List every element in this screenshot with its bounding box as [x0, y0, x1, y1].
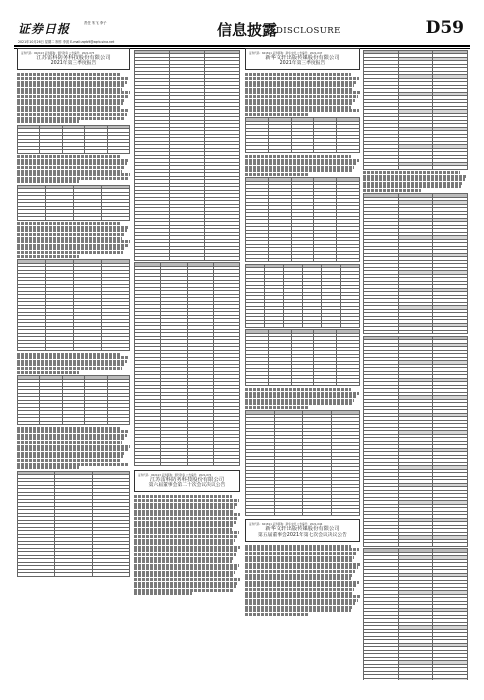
data-table: [17, 185, 130, 221]
announcement-header: [245, 48, 360, 70]
table-cell: [291, 149, 314, 153]
stock-code-line: 证券代码：601811 证券简称：新华文轩 公告编号：2021-046: [249, 523, 323, 527]
text-line-placeholder: [17, 159, 129, 162]
table-row: [246, 382, 360, 386]
text-line-placeholder: [17, 356, 129, 359]
announcement-header: [134, 470, 240, 492]
text-line-placeholder: [134, 560, 232, 563]
table-cell: [246, 324, 265, 328]
text-line-placeholder: [245, 84, 354, 87]
text-line-placeholder: [17, 88, 122, 91]
table-row: [246, 512, 360, 516]
table-row: [364, 543, 468, 547]
table-cell: [265, 324, 284, 328]
body-text-block: [245, 545, 360, 616]
data-table: [17, 259, 130, 351]
table-row: [18, 347, 130, 351]
table-cell: [246, 149, 269, 153]
table-cell: [18, 150, 40, 154]
table-cell: [284, 324, 303, 328]
table-row: [364, 166, 468, 170]
body-text-block: [17, 155, 130, 183]
stock-code-line: 证券代码：601811 证券简称：新华文轩 公告编号：2021-047: [249, 52, 323, 55]
table-row: [364, 330, 468, 334]
text-line-placeholder: [17, 427, 121, 430]
text-line-placeholder: [245, 399, 354, 402]
text-line-placeholder: [245, 599, 358, 602]
announcement-subtitle: 第五届董事会2021年第七次会议决议公告: [258, 532, 347, 538]
announcement-header: [245, 519, 360, 541]
text-line-placeholder: [245, 406, 308, 409]
text-line-placeholder: [134, 542, 233, 545]
text-line-placeholder: [134, 510, 233, 513]
table-cell: [74, 347, 102, 351]
text-line-placeholder: [245, 88, 352, 91]
text-line-placeholder: [245, 563, 360, 566]
text-line-placeholder: [245, 155, 351, 158]
text-line-placeholder: [17, 459, 121, 462]
text-line-placeholder: [245, 545, 351, 548]
table-cell: [291, 258, 314, 262]
table-cell: [433, 166, 468, 170]
text-line-placeholder: [17, 177, 128, 180]
text-line-placeholder: [245, 602, 355, 605]
stock-code-line: 证券代码：002413 证券简称：雷科防务 公告编号：2021-074: [138, 474, 212, 477]
body-text-block: [17, 353, 130, 374]
table-cell: [322, 324, 341, 328]
table-grid: [17, 375, 130, 425]
text-line-placeholder: [17, 170, 122, 173]
table-cell: [337, 149, 360, 153]
text-line-placeholder: [134, 567, 237, 570]
text-line-placeholder: [245, 552, 357, 555]
text-line-placeholder: [17, 120, 79, 123]
text-line-placeholder: [134, 517, 238, 520]
text-line-placeholder: [134, 582, 238, 585]
table-row: [135, 462, 240, 466]
data-table: [17, 125, 130, 154]
table-cell: [337, 258, 360, 262]
text-line-placeholder: [17, 113, 127, 116]
announcement-title: 江苏雷科防务科技股份有限公司: [36, 55, 111, 61]
text-line-placeholder: [17, 445, 130, 448]
text-line-placeholder: [17, 95, 128, 98]
text-line-placeholder: [17, 106, 121, 109]
table-cell: [246, 258, 269, 262]
text-line-placeholder: [17, 255, 79, 258]
text-line-placeholder: [17, 77, 129, 80]
table-grid: [17, 125, 130, 154]
data-table: [245, 264, 360, 328]
text-line-placeholder: [17, 434, 127, 437]
text-line-placeholder: [245, 595, 360, 598]
section-title: 信息披露: [217, 21, 278, 39]
text-line-placeholder: [134, 524, 234, 527]
data-table: [245, 410, 360, 516]
column-4: [363, 48, 468, 680]
data-table: [245, 177, 360, 262]
text-line-placeholder: [245, 581, 359, 584]
text-line-placeholder: [17, 173, 130, 176]
table-grid: [363, 193, 468, 334]
table-cell: [46, 347, 74, 351]
text-line-placeholder: [245, 566, 358, 569]
text-line-placeholder: [245, 577, 351, 580]
text-line-placeholder: [17, 229, 127, 232]
newspaper-logo: 证券日报: [18, 22, 71, 36]
text-line-placeholder: [134, 549, 238, 552]
text-line-placeholder: [17, 448, 128, 451]
announcement-subtitle: 2021年第三季度报告: [50, 61, 97, 67]
text-line-placeholder: [134, 495, 232, 498]
text-line-placeholder: [245, 392, 359, 395]
text-line-placeholder: [245, 95, 358, 98]
text-line-placeholder: [17, 84, 124, 87]
text-line-placeholder: [17, 166, 124, 169]
table-cell: [102, 347, 130, 351]
text-line-placeholder: [245, 556, 354, 559]
text-line-placeholder: [17, 247, 125, 250]
text-line-placeholder: [17, 91, 130, 94]
body-text-block: [245, 73, 360, 116]
text-line-placeholder: [363, 182, 463, 185]
dateline: 2021年10月26日 星期二 制作 李波 E-mail:zqrb9@zqrb.sina.net: [18, 40, 115, 44]
text-line-placeholder: [17, 367, 122, 370]
text-line-placeholder: [245, 81, 357, 84]
table-cell: [161, 462, 187, 466]
body-text-block: [17, 73, 130, 123]
text-line-placeholder: [17, 452, 125, 455]
table-grid: [245, 329, 360, 386]
data-table: [245, 329, 360, 386]
table-grid: [245, 410, 360, 516]
text-line-placeholder: [17, 244, 128, 247]
table-grid: [17, 185, 130, 221]
table-row: [135, 257, 240, 261]
text-line-placeholder: [134, 531, 239, 534]
page-number: D59: [425, 18, 464, 38]
body-text-block: [245, 388, 360, 409]
table-cell: [135, 257, 170, 261]
data-table: [134, 50, 240, 261]
table-cell: [433, 543, 468, 547]
text-line-placeholder: [245, 169, 352, 172]
table-cell: [246, 382, 269, 386]
table-cell: [314, 382, 337, 386]
table-cell: [92, 573, 129, 577]
announcement-subtitle: 2021年第三季度报告: [279, 61, 326, 67]
text-line-placeholder: [245, 609, 351, 612]
text-line-placeholder: [17, 99, 125, 102]
text-line-placeholder: [17, 73, 121, 76]
table-cell: [274, 512, 303, 516]
table-row: [18, 573, 130, 577]
body-text-block: [363, 171, 468, 192]
text-line-placeholder: [17, 437, 124, 440]
text-line-placeholder: [134, 503, 237, 506]
text-line-placeholder: [134, 578, 240, 581]
text-line-placeholder: [245, 106, 351, 109]
text-line-placeholder: [134, 535, 237, 538]
text-line-placeholder: [134, 506, 235, 509]
text-line-placeholder: [134, 513, 240, 516]
text-line-placeholder: [17, 109, 129, 112]
table-cell: [18, 421, 40, 425]
text-line-placeholder: [17, 180, 79, 183]
announcement-title: 新华文轩出版传媒股份有限公司: [265, 526, 340, 533]
masthead-rule: [14, 45, 470, 47]
masthead: [14, 16, 470, 46]
table-cell: [18, 217, 46, 221]
table-cell: [205, 257, 240, 261]
data-table: [363, 336, 468, 547]
text-line-placeholder: [245, 584, 357, 587]
table-cell: [303, 512, 332, 516]
data-table: [363, 193, 468, 334]
table-cell: [364, 678, 399, 680]
text-line-placeholder: [245, 77, 359, 80]
column-2: [134, 48, 240, 680]
text-line-placeholder: [134, 521, 236, 524]
column-1: [17, 48, 130, 680]
text-line-placeholder: [245, 588, 354, 591]
table-cell: [314, 149, 337, 153]
text-line-placeholder: [17, 455, 123, 458]
column-3: [245, 48, 360, 680]
text-line-placeholder: [134, 585, 236, 588]
body-text-block: [17, 222, 130, 257]
announcement-header: [17, 48, 130, 70]
text-line-placeholder: [245, 166, 354, 169]
text-line-placeholder: [245, 570, 355, 573]
table-cell: [18, 347, 46, 351]
table-cell: [341, 324, 360, 328]
table-row: [18, 421, 130, 425]
table-cell: [18, 573, 55, 577]
text-line-placeholder: [17, 222, 121, 225]
table-cell: [102, 217, 130, 221]
table-cell: [337, 382, 360, 386]
text-line-placeholder: [134, 571, 235, 574]
table-row: [246, 258, 360, 262]
text-line-placeholder: [245, 574, 353, 577]
table-cell: [364, 543, 399, 547]
text-line-placeholder: [245, 99, 355, 102]
text-line-placeholder: [134, 528, 232, 531]
table-cell: [364, 330, 399, 334]
text-line-placeholder: [363, 171, 460, 174]
table-grid: [363, 50, 468, 170]
text-line-placeholder: [134, 553, 236, 556]
table-cell: [268, 382, 291, 386]
table-cell: [433, 678, 468, 680]
text-line-placeholder: [17, 360, 127, 363]
text-line-placeholder: [134, 592, 192, 595]
table-cell: [314, 258, 337, 262]
text-line-placeholder: [134, 539, 235, 542]
text-line-placeholder: [245, 173, 308, 176]
table-cell: [55, 573, 92, 577]
text-line-placeholder: [17, 430, 129, 433]
text-line-placeholder: [17, 226, 129, 229]
data-table: [363, 50, 468, 170]
table-grid: [363, 336, 468, 547]
table-cell: [268, 149, 291, 153]
text-line-placeholder: [17, 237, 122, 240]
text-line-placeholder: [17, 240, 130, 243]
text-line-placeholder: [245, 388, 351, 391]
text-line-placeholder: [245, 91, 360, 94]
announcement-title: 新华文轩出版传媒股份有限公司: [265, 55, 340, 61]
text-line-placeholder: [245, 113, 308, 116]
text-line-placeholder: [245, 592, 352, 595]
table-cell: [246, 512, 275, 516]
table-grid: [134, 262, 240, 466]
table-grid: [134, 50, 240, 261]
text-line-placeholder: [245, 159, 359, 162]
table-cell: [398, 678, 433, 680]
table-row: [246, 149, 360, 153]
text-line-placeholder: [17, 353, 121, 356]
table-cell: [213, 462, 239, 466]
table-cell: [40, 421, 62, 425]
text-line-placeholder: [17, 233, 124, 236]
text-line-placeholder: [245, 548, 359, 551]
data-table: [134, 262, 240, 466]
text-line-placeholder: [17, 162, 127, 165]
text-line-placeholder: [17, 463, 129, 466]
text-line-placeholder: [17, 251, 123, 254]
text-line-placeholder: [134, 499, 239, 502]
text-line-placeholder: [245, 102, 353, 105]
section-title-en: DISCLOSURE: [276, 26, 341, 36]
text-line-placeholder: [363, 178, 465, 181]
body-text-block: [17, 427, 130, 470]
text-line-placeholder: [134, 589, 234, 592]
table-cell: [46, 217, 74, 221]
table-cell: [398, 543, 433, 547]
editor-credits: 责任 朱飞 李子: [84, 21, 107, 25]
table-cell: [331, 512, 360, 516]
text-line-placeholder: [17, 155, 121, 158]
table-cell: [74, 217, 102, 221]
table-row: [364, 678, 468, 680]
stock-code-line: 证券代码：002413 证券简称：雷科防务 公告编号：2021-075: [21, 52, 95, 55]
data-table: [245, 117, 360, 153]
table-cell: [398, 330, 433, 334]
text-line-placeholder: [17, 371, 79, 374]
text-line-placeholder: [17, 466, 79, 469]
table-grid: [17, 259, 130, 351]
text-line-placeholder: [245, 613, 308, 616]
table-cell: [268, 258, 291, 262]
table-cell: [187, 462, 213, 466]
data-table: [17, 375, 130, 425]
table-cell: [135, 462, 161, 466]
table-row: [18, 150, 130, 154]
table-cell: [398, 166, 433, 170]
table-cell: [107, 421, 129, 425]
table-cell: [85, 421, 107, 425]
text-line-placeholder: [363, 189, 421, 192]
table-cell: [107, 150, 129, 154]
table-cell: [62, 150, 84, 154]
table-cell: [303, 324, 322, 328]
text-line-placeholder: [245, 109, 359, 112]
table-cell: [364, 166, 399, 170]
announcement-title: 江苏雷科防务科技股份有限公司: [149, 477, 225, 483]
table-row: [18, 217, 130, 221]
table-grid: [245, 177, 360, 262]
table-cell: [433, 330, 468, 334]
text-line-placeholder: [245, 402, 352, 405]
announcement-subtitle: 第六届董事会第二十次会议决议公告: [148, 483, 226, 489]
table-cell: [62, 421, 84, 425]
table-grid: [245, 117, 360, 153]
text-line-placeholder: [134, 557, 234, 560]
table-cell: [40, 150, 62, 154]
table-grid: [245, 264, 360, 328]
text-line-placeholder: [17, 81, 127, 84]
text-line-placeholder: [17, 102, 123, 105]
data-table: [363, 548, 468, 680]
text-line-placeholder: [363, 175, 467, 178]
text-line-placeholder: [134, 574, 233, 577]
table-grid: [363, 548, 468, 680]
text-line-placeholder: [134, 564, 239, 567]
table-cell: [85, 150, 107, 154]
text-line-placeholder: [245, 395, 357, 398]
data-table: [17, 471, 130, 577]
text-line-placeholder: [245, 559, 352, 562]
table-cell: [291, 382, 314, 386]
text-line-placeholder: [17, 117, 124, 120]
table-cell: [170, 257, 205, 261]
text-line-placeholder: [245, 73, 351, 76]
body-text-block: [245, 155, 360, 176]
text-line-placeholder: [17, 363, 124, 366]
table-row: [246, 324, 360, 328]
text-line-placeholder: [134, 546, 240, 549]
body-text-block: [134, 495, 240, 595]
table-grid: [17, 471, 130, 577]
text-line-placeholder: [17, 441, 122, 444]
text-line-placeholder: [245, 606, 353, 609]
text-line-placeholder: [363, 185, 461, 188]
text-line-placeholder: [245, 162, 357, 165]
